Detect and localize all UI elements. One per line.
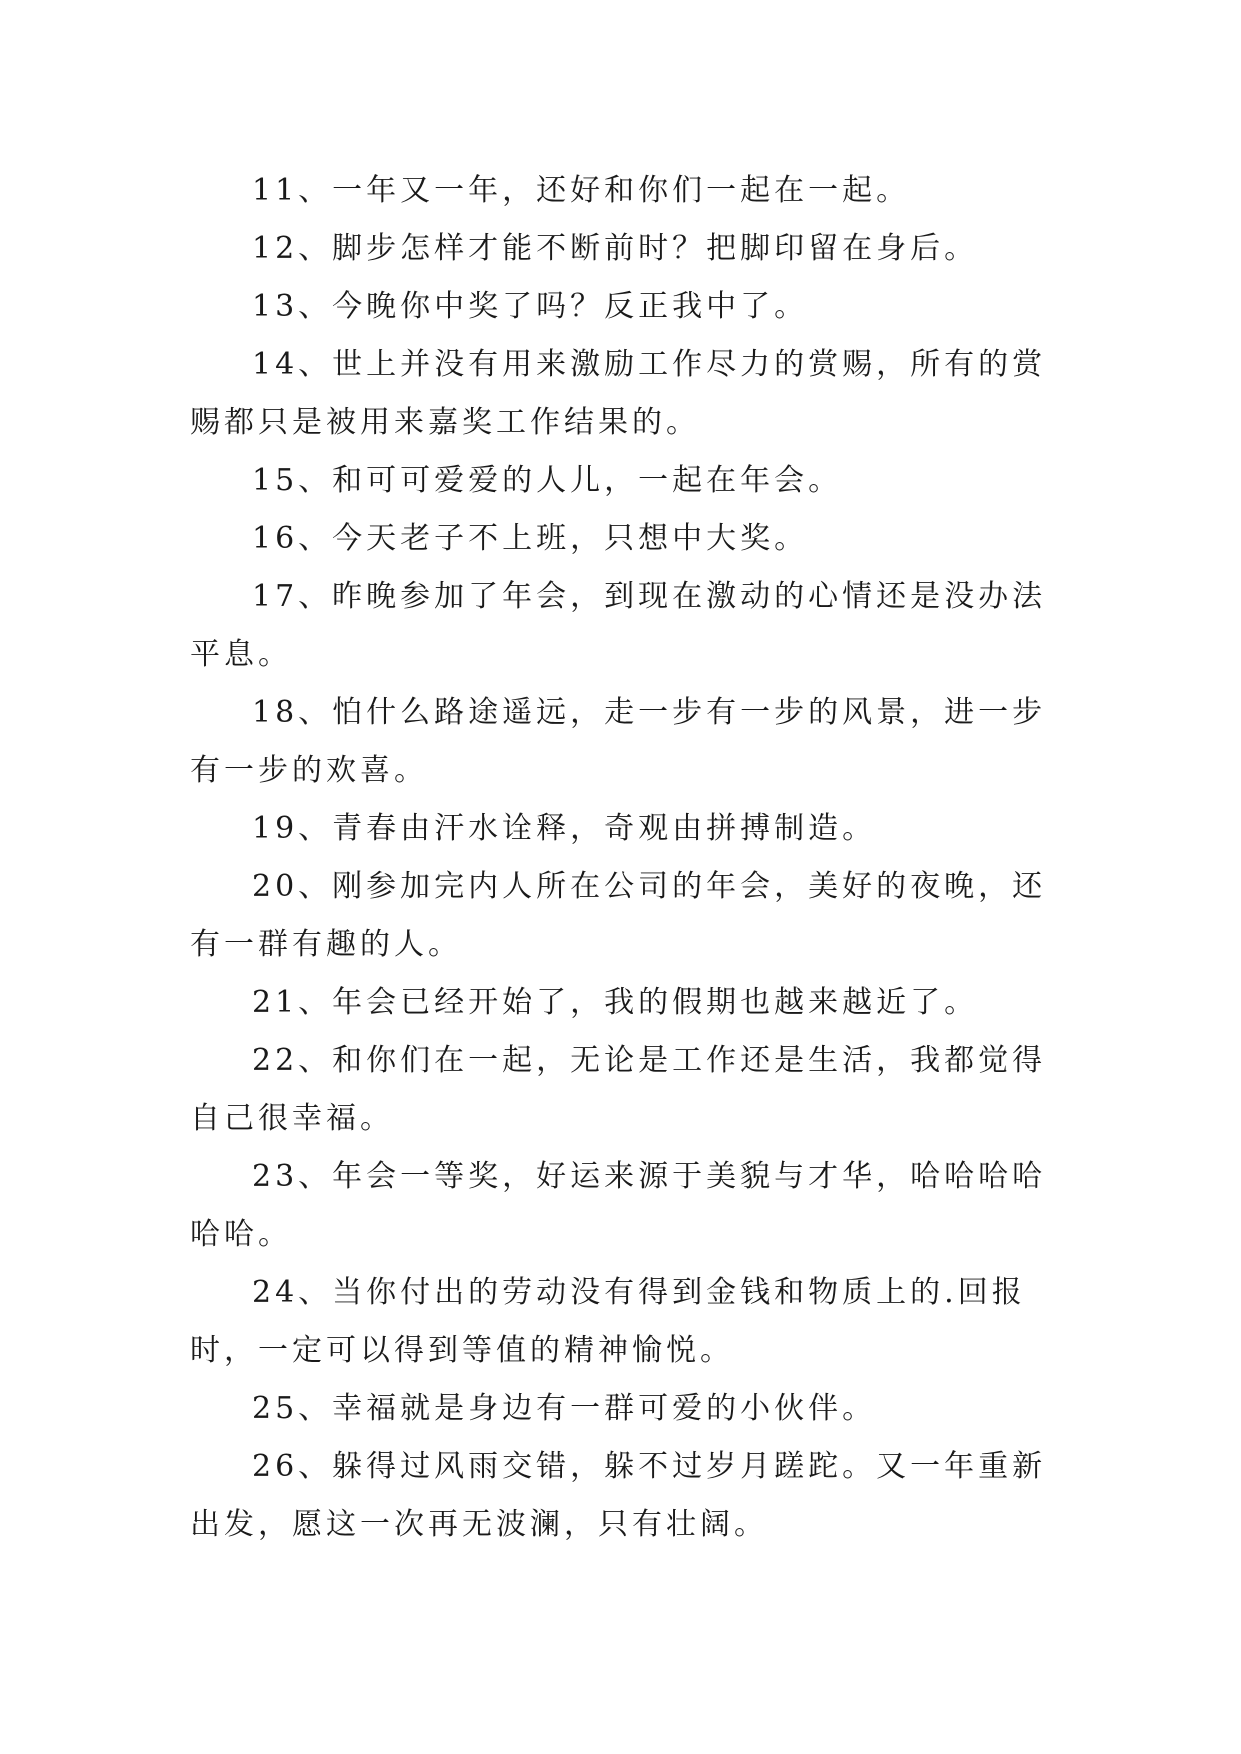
paragraph-12: 12、脚步怎样才能不断前时？把脚印留在身后。 [252,231,979,266]
paragraph-15: 15、和可可爱爱的人儿，一起在年会。 [252,463,843,498]
paragraph-21: 21、年会已经开始了，我的假期也越来越近了。 [252,985,979,1020]
paragraph-19: 19、青春由汗水诠释，奇观由拼搏制造。 [252,811,877,846]
document-body [190,162,1050,1554]
paragraph-13: 13、今晚你中奖了吗？反正我中了。 [252,289,809,324]
paragraph-26: 26、躲得过风雨交错，躲不过岁月蹉跎。又一年重新出发，愿这一次再无波澜，只有壮阔。 [190,1449,1047,1542]
paragraph-20: 20、刚参加完内人所在公司的年会，美好的夜晚，还有一群有趣的人。 [190,869,1047,962]
paragraph-22: 22、和你们在一起，无论是工作还是生活，我都觉得自己很幸福。 [190,1043,1047,1136]
paragraph-11: 11、一年又一年，还好和你们一起在一起。 [252,173,911,208]
paragraph-23: 23、年会一等奖，好运来源于美貌与才华，哈哈哈哈哈哈。 [190,1159,1047,1252]
paragraph-24: 24、当你付出的劳动没有得到金钱和物质上的.回报时，一定可以得到等值的精神愉悦。 [190,1275,1026,1368]
paragraph-25: 25、幸福就是身边有一群可爱的小伙伴。 [252,1391,877,1426]
paragraph-18: 18、怕什么路途遥远，走一步有一步的风景，进一步有一步的欢喜。 [190,695,1047,788]
paragraph-16: 16、今天老子不上班，只想中大奖。 [252,521,809,556]
paragraph-14: 14、世上并没有用来激励工作尽力的赏赐，所有的赏赐都只是被用来嘉奖工作结果的。 [190,347,1047,440]
paragraph-17: 17、昨晚参加了年会，到现在激动的心情还是没办法平息。 [190,579,1047,672]
